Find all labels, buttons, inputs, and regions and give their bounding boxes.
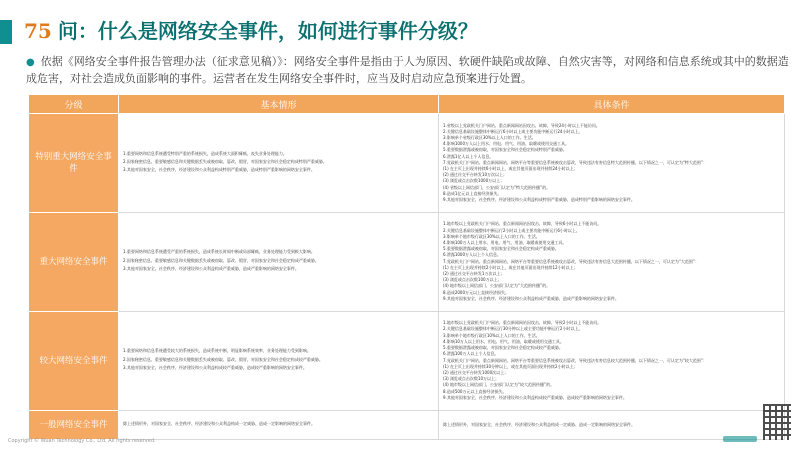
condition-item: (4) 地市级以上网信部门、公安部门认定为“较大范围传播”的。 (443, 382, 555, 388)
condition-item: 3.影响单个省级行政区30%以上人口的工作、生活。 (443, 135, 536, 140)
table-row (29, 114, 785, 213)
condition-item: 7.党政机关门户网站、重点新闻网站、网络平台等重要信息系统被攻击篡改，导致违法有害信息特大范围传播，以下情况之一，可认定为“特大范围”： (443, 159, 707, 165)
table-row (29, 212, 785, 311)
condition-item: 7.党政机关门户网站、重点新闻网站、网络平台等重要信息系统被攻击篡改，导致违法有害信息较大范围传播，以下情况之一，可认定为“较大范围”： (443, 357, 707, 363)
condition-item: 5.重要数据泄露或被窃取，对国家安全和社会稳定构成特别严重威胁。 (443, 147, 567, 153)
condition-item: 6.泄露1000万人以上个人信息。 (443, 252, 501, 258)
condition-item: (3) 浏览或点击次数100万以上； (443, 277, 502, 283)
conditions-cell (439, 212, 785, 311)
basic-situation-cell (119, 410, 439, 439)
condition-item: 6.泄露100万人以上个人信息。 (443, 351, 499, 357)
title-accent-bar (0, 20, 12, 44)
condition-item: 7.党政机关门户网站、重点新闻网站、网络平台等重要信息系统被攻击篡改，导致违法有害信息大范围传播，以下情况之一，可认定为“大范围”： (443, 258, 699, 264)
condition-item: (2) 通过社交平台转发1万次以上； (443, 271, 505, 277)
basic-item: 1.重要网络和信息系统遭受严重的系统损失，造成系统长时间中断或局部瘫痪，业务处理能力受到极大影响。 (123, 249, 315, 255)
table-row (29, 410, 785, 439)
condition-item: 除上述情形外，对国家安全、社会秩序、经济建设和公众利益构成一定威胁、造成一定影响的网络安全事件。 (443, 421, 635, 427)
company-logo (723, 436, 757, 442)
condition-item: 8.造成1亿元以上直接经济损失。 (443, 190, 502, 196)
basic-item: 3.其他对国家安全、社会秩序、经济建设和公众利益构成较严重威胁，造成较严重影响的网络安全事件。 (123, 364, 307, 370)
basic-item: 1.重要网络和信息系统遭受较大的系统损失，造成系统中断，明显影响系统效率，业务处理能力受到影响。 (123, 348, 311, 354)
condition-item: 8.造成2000万元以上直接经济损失。 (443, 289, 509, 295)
condition-item: 5.重要数据泄露或被窃取，对国家安全和社会稳定构成严重威胁。 (443, 246, 559, 252)
basic-item: 2.国家秘密信息、重要敏感信息和关键数据丢失或被窃取、篡改、假冒，对国家安全和社会稳定构成特别严重威胁。 (123, 158, 327, 164)
condition-item: (1) 在主页上出现并持续30分钟以上，或在其他页面出现并持续2小时以上； (443, 363, 578, 369)
condition-item: 8.造成500万元以上直接经济损失。 (443, 388, 507, 394)
intro-paragraph (26, 54, 790, 87)
copyright-footer: Copyright © Wuan Technology Co., Ltd. All rights reserved. (8, 438, 156, 444)
condition-item: (4) 省级以上网信部门、公安部门认定为“特大范围传播”的。 (443, 184, 551, 190)
condition-item: 9.其他对国家安全、社会秩序、经济建设和公众利益构成较严重威胁、造成较严重影响的网络安全事件。 (443, 394, 627, 400)
condition-item: 5.重要数据泄露或被窃取，对国家安全和社会稳定构成较严重威胁。 (443, 345, 563, 351)
condition-item: (1) 在主页上出现并持续6小时以上，或在其他页面出现并持续24小时以上； (443, 166, 578, 172)
bullet-icon: ● (26, 57, 35, 68)
basic-situation-cell (119, 212, 439, 311)
qr-code-icon (763, 404, 791, 440)
basic-situation-cell (119, 114, 439, 213)
condition-item: (1) 在主页上出现并持续2小时以上，或在其他页面出现并持续12小时以上； (443, 264, 578, 270)
condition-item: 2.关键信息基础设施整体中断运行2小时以上或主要功能中断运行6小时以上。 (443, 227, 580, 233)
level-cell: 特别重大网络安全事件 (29, 114, 119, 213)
event-classification-table (28, 94, 785, 440)
page-title (24, 16, 478, 46)
condition-item: (4) 地市级以上网信部门、公安部门认定为“大范围传播”的。 (443, 283, 551, 289)
condition-item: 4.影响1000万人以上用水、用电、用气、用油、取暖或使用交通工具。 (443, 141, 569, 147)
condition-item: 6.泄露1亿人以上个人信息。 (443, 153, 494, 159)
condition-item: 1.地市级以上党政机关门户网站、重点新闻网站因攻击、故障，导致2小时以上不能访问。 (443, 320, 602, 326)
condition-item: 9.其他对国家安全、社会秩序、经济建设和公众利益构成特别严重威胁、造成特别严重影响的网络安全事件。 (443, 197, 635, 203)
condition-item: 3.影响单个地市级行政区10%以上人口的工作、生活。 (443, 332, 540, 338)
condition-item: 9.其他对国家安全、社会秩序、经济建设和公众利益构成严重威胁、造成严重影响的网络安全事件。 (443, 295, 619, 301)
condition-item: 2.关键信息基础设施整体中断运行30分钟以上或主要功能中断运行2小时以上。 (443, 326, 583, 332)
condition-item: 4.影响100万人以上用水、用电、用气、用油、取暖或使用交通工具。 (443, 240, 567, 246)
condition-item: (2) 通过社交平台转发1000次以上； (443, 369, 509, 375)
basic-item: 3.其他对国家安全、社会秩序、经济建设和公众利益构成严重威胁，造成严重影响的网络安全事件。 (123, 265, 299, 271)
level-cell: 较大网络安全事件 (29, 311, 119, 410)
basic-item: 2.国家秘密信息、重要敏感信息和关键数据丢失或被窃取、篡改、假冒，对国家安全和社会稳定构成严重威胁。 (123, 257, 319, 263)
header-level: 分级 (29, 95, 119, 114)
conditions-cell (439, 114, 785, 213)
conditions-cell (439, 311, 785, 410)
condition-item: (3) 浏览或点击次数1000万以上； (443, 178, 505, 184)
intro-text: 依据《网络安全事件报告管理办法（征求意见稿）》：网络安全事件是指由于人为原因、软硬件缺陷或故障、自然灾害等，对网络和信息系统或其中的数据造成危害，对社会造成负面影响的事件。运营者在发生网络安全事件时，应当及时启动应急预案进行处置。 (26, 55, 789, 85)
condition-item: 1.省级以上党政机关门户网站、重点新闻网站因攻击、故障，导致24小时以上不能访问。 (443, 122, 600, 128)
basic-item: 1.重要网络和信息系统遭受特别严重的系统损失，造成系统大面积瘫痪，丧失业务处理能力。 (123, 150, 287, 156)
table-header-row (29, 95, 785, 114)
condition-item: 2.关键信息基础设施整体中断运行6小时以上或主要功能中断运行24小时以上。 (443, 128, 583, 134)
basic-item: 3.其他对国家安全、社会秩序、经济建设和公众利益构成特别严重威胁，造成特别严重影响的网络安全事件。 (123, 167, 315, 173)
condition-item: (2) 通过社交平台转发10万次以上； (443, 172, 508, 178)
header-basic: 基本情形 (119, 95, 439, 114)
question-number: 75 (24, 19, 52, 43)
level-cell: 重大网络安全事件 (29, 212, 119, 311)
condition-item: 3.影响单个地市级行政区30%以上人口的工作、生活。 (443, 233, 540, 239)
basic-item: 2.国家秘密信息、重要敏感信息和关键数据丢失或被窃取、篡改、假冒，对国家安全和社会稳定构成较严重威胁。 (123, 356, 323, 362)
basic-situation-cell (119, 311, 439, 410)
condition-item: 4.影响10万人以上用水、用电、用气、用油、取暖或使用交通工具。 (443, 338, 564, 344)
question-title: 问：什么是网络安全事件，如何进行事件分级？ (57, 19, 478, 43)
condition-item: 1.地市级以上党政机关门户网站、重点新闻网站因攻击、故障，导致6小时以上不能访问。 (443, 221, 602, 227)
condition-item: (3) 浏览或点击次数10万以上； (443, 376, 500, 382)
table-row (29, 311, 785, 410)
level-cell: 一般网络安全事件 (29, 410, 119, 439)
header-conditions: 具体条件 (439, 95, 785, 114)
basic-item: 除上述情形外，对国家安全、社会秩序、经济建设和公众利益构成一定威胁、造成一定影响的网络安全事件。 (123, 420, 315, 426)
